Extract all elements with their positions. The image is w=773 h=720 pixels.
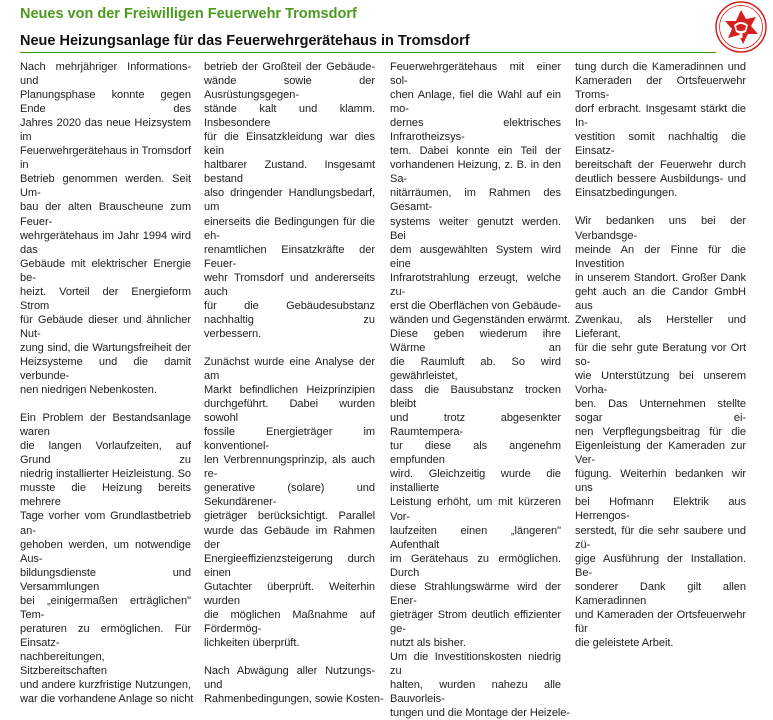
text-line: stände kalt und klamm. Insbesondere xyxy=(204,103,375,130)
text-line: Diese geben wiederum ihre Wärme an xyxy=(390,327,561,354)
text-line: Feuerwehrgerätehaus mit einer sol- xyxy=(390,61,561,88)
text-line: laufzeiten einen „längeren" Aufenthalt xyxy=(390,524,561,551)
text-line: Einsatzbedingungen. xyxy=(575,187,678,200)
text-line: nitärräumen, im Rahmen des Gesamt- xyxy=(390,187,561,214)
text-line: Heizsysteme und die damit verbunde- xyxy=(20,355,191,383)
text-line: gehoben werden, um notwendige Aus- xyxy=(20,538,191,565)
text-line: für die sehr gute Beratung vor Ort so- xyxy=(575,341,746,368)
text-line: dernes elektrisches Infrarotheizsys- xyxy=(390,117,561,144)
text-line: len Verbrennungsprinzip, als auch re- xyxy=(204,454,375,481)
text-line: Kameraden der Ortsfeuerwehr Troms- xyxy=(575,75,746,102)
text-line: deutlich bessere Ausbildungs- und xyxy=(575,173,746,186)
paragraph xyxy=(575,60,746,200)
text-line: tungen und die Montage der Heizele- xyxy=(390,707,571,720)
text-line: Gutachter überprüft. Weiterhin wurden xyxy=(204,580,375,607)
text-line: zung sind, die Wartungsfreiheit der xyxy=(20,341,191,354)
paragraph xyxy=(204,60,375,341)
text-line: systems weiter genutzt werden. Bei xyxy=(390,215,561,242)
text-line: für die Einsatzkleidung war dies kein xyxy=(204,131,375,158)
text-line: renamtlichen Einsatzkräfte der Feuer- xyxy=(204,243,375,270)
section-kicker: Neues von der Freiwilligen Feuerwehr Tromsdorf xyxy=(20,6,357,22)
text-line: generative (solare) und Sekundärener- xyxy=(204,482,375,509)
text-line: diese Strahlungswärme wird der Ener- xyxy=(390,580,561,607)
text-line: fügung. Weiterhin bedanken wir uns xyxy=(575,468,746,495)
text-line: wird. Gleichzeitig wurde die installierte xyxy=(390,468,561,495)
text-line: tung durch die Kameradinnen und xyxy=(575,61,746,73)
text-line: niedrig installierter Heizleistung. So xyxy=(20,468,191,481)
text-line: Nach mehrjähriger Informations- und xyxy=(20,61,191,88)
paragraph xyxy=(204,664,384,706)
text-line: bildungsdienste und Versammlungen xyxy=(20,566,191,593)
article-headline: Neue Heizungsanlage für das Feuerwehrgerätehaus in Tromsdorf xyxy=(20,33,470,49)
text-line: gige Ausführung der Installation. Be- xyxy=(575,552,746,579)
paragraph xyxy=(204,355,375,650)
text-line: Wir bedanken uns bei der Verbandsge- xyxy=(575,215,746,242)
text-line: nen niedrigen Nebenkosten. xyxy=(20,384,157,397)
text-line: tem. Dabei konnte ein Teil der xyxy=(390,145,561,158)
text-line: Zunächst wurde eine Analyse der am xyxy=(204,355,375,382)
text-line: und Kameraden der Ortsfeuerwehr für xyxy=(575,608,746,635)
text-line: für die Gebäudesubstanz nachhaltig zu xyxy=(204,299,375,326)
text-line: Ein Problem der Bestandsanlage waren xyxy=(20,412,191,439)
text-line: ben. Das Unternehmen stellte sogar ei- xyxy=(575,398,746,425)
text-line: Nach Abwägung aller Nutzungs- und xyxy=(204,664,375,691)
text-line: Leistung erhöht, um mit kürzeren Vor- xyxy=(390,496,561,523)
paragraph xyxy=(20,60,191,397)
text-line: war die vorhandene Anlage so nicht xyxy=(20,693,194,706)
text-line: Tage vorher vom Grundlastbetrieb an- xyxy=(20,510,191,537)
text-line: gieträger Strom deutlich effizienter ge- xyxy=(390,608,561,635)
paragraph xyxy=(390,60,571,720)
text-line: die geleistete Arbeit. xyxy=(575,636,674,649)
text-line: für Gebäude dieser und ähnlicher Nut- xyxy=(20,313,191,340)
text-line: nen Verpflegungsbeitrag für die xyxy=(575,426,746,439)
fire-brigade-emblem-icon xyxy=(715,1,767,53)
text-line: Infrarotstrahlung erzeugt, welche zu- xyxy=(390,271,561,298)
text-line: heizt. Vorteil der Energieform Strom xyxy=(20,285,191,312)
text-line: fossile Energieträger im konventionel- xyxy=(204,426,375,453)
text-line: dass die Bausubstanz trocken bleibt xyxy=(390,384,561,411)
article-column-3 xyxy=(390,60,571,720)
text-line: Betrieb genommen werden. Seit Um- xyxy=(20,173,191,200)
text-line: die möglichen Maßnahme auf Fördermög- xyxy=(204,608,375,635)
text-line: wurde das Gebäude im Rahmen der xyxy=(204,524,375,551)
text-line: Planungsphase konnte gegen Ende des xyxy=(20,89,191,116)
text-line: verbessern. xyxy=(204,327,262,340)
paragraph xyxy=(20,411,194,706)
text-line: einerseits die Bedingungen für die eh- xyxy=(204,215,375,242)
text-line: Gebäude mit elektrischer Energie be- xyxy=(20,257,191,284)
text-line: halten, wurden nahezu alle Bauvorleis- xyxy=(390,679,561,706)
article-column-2 xyxy=(204,60,384,706)
text-line: durchgeführt. Dabei wurden sowohl xyxy=(204,398,375,425)
text-line: wänden und Gegenständen erwärmt. xyxy=(390,313,571,326)
text-line: erst die Oberflächen von Gebäude- xyxy=(390,299,561,312)
text-line: gieträger berücksichtigt. Parallel xyxy=(204,510,375,523)
text-line: und andere kurzfristige Nutzungen, xyxy=(20,679,191,692)
text-line: vestition somit nachhaltig die Einsatz- xyxy=(575,131,746,158)
article-body xyxy=(20,60,762,720)
text-line: geht auch an die Candor GmbH aus xyxy=(575,285,746,312)
text-line: peraturen zu ermöglichen. Für Einsatz- xyxy=(20,622,191,649)
text-line: bei „einigermaßen erträglichen" Tem- xyxy=(20,594,191,621)
paragraph xyxy=(575,214,746,649)
text-line: bereitschaft der Feuerwehr durch xyxy=(575,159,746,172)
text-line: wände sowie der Ausrüstungsgegen- xyxy=(204,75,375,102)
text-line: wie Unterstützung bei unserem Vorha- xyxy=(575,369,746,397)
text-line: musste die Heizung bereits mehrere xyxy=(20,482,191,509)
text-line: Markt befindlichen Heizprinzipien xyxy=(204,384,375,397)
text-line: dorf erbracht. Insgesamt stärkt die In- xyxy=(575,103,746,130)
text-line: nutzt als bisher. xyxy=(390,636,466,649)
text-line: serstedt, für die sehr saubere und zü- xyxy=(575,524,746,551)
article-column-1 xyxy=(20,60,194,706)
text-line: haltbarer Zustand. Insgesamt bestand xyxy=(204,159,375,186)
text-line: meinde An der Finne für die Investition xyxy=(575,243,746,270)
text-line: lichkeiten überprüft. xyxy=(204,636,300,649)
text-line: betrieb der Großteil der Gebäude- xyxy=(204,61,375,73)
text-line: Energieeffizienzsteigerung durch einen xyxy=(204,552,375,579)
text-line: Jahres 2020 das neue Heizsystem im xyxy=(20,117,191,144)
text-line: wehrgerätehaus im Jahr 1994 wird das xyxy=(20,229,191,256)
text-line: also dringender Handlungsbedarf, um xyxy=(204,187,375,214)
text-line: Eigenleistung der Kameraden zur Ver- xyxy=(575,440,746,467)
text-line: dem ausgewählten System wird eine xyxy=(390,243,561,270)
headline-divider xyxy=(20,52,716,53)
text-line: sonderer Dank gilt allen Kameradinnen xyxy=(575,580,746,607)
text-line: in unserem Standort. Großer Dank xyxy=(575,271,746,284)
text-line: Feuerwehrgerätehaus in Tromsdorf in xyxy=(20,145,191,172)
text-line: Um die Investitionskosten niedrig zu xyxy=(390,650,561,678)
text-line: bau der alten Brauscheune zum Feuer- xyxy=(20,201,191,228)
text-line: und trotz abgesenkter Raumtempera- xyxy=(390,412,561,439)
text-line: bei Hofmann Elektrik aus Herrengos- xyxy=(575,496,746,523)
text-line: chen Anlage, fiel die Wahl auf ein mo- xyxy=(390,89,561,116)
text-line: vorhandenen Heizung, z. B. in den Sa- xyxy=(390,159,561,186)
text-line: im Gerätehaus zu ermöglichen. Durch xyxy=(390,552,561,579)
text-line: wehr Tromsdorf und andererseits auch xyxy=(204,271,375,298)
article-column-4 xyxy=(575,60,746,649)
text-line: die Raumluft ab. So wird gewährleistet, xyxy=(390,355,561,383)
text-line: nachbereitungen, Sitzbereitschaften xyxy=(20,650,107,677)
text-line: tur diese als angenehm empfunden xyxy=(390,440,561,467)
text-line: Zwenkau, als Hersteller und Lieferant, xyxy=(575,313,746,340)
text-line: Rahmenbedingungen, sowie Kosten- xyxy=(204,693,384,706)
text-line: die langen Vorlaufzeiten, auf Grund zu xyxy=(20,440,191,467)
